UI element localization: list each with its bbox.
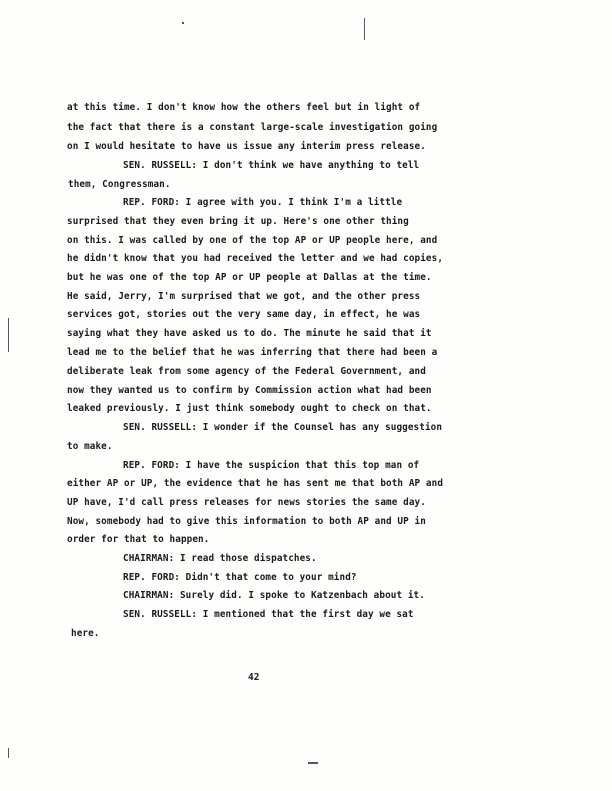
transcript-line-4: SEN. RUSSELL: I don't think we have anything to tell (123, 160, 420, 171)
page-number: 42 (248, 672, 260, 683)
transcript-line-9: he didn't know that you had received the letter and we had copies, (67, 253, 444, 264)
scan-mark-bottom-left (8, 748, 9, 758)
transcript-line-28: SEN. RUSSELL: I mentioned that the first day we sat (123, 609, 414, 620)
scan-mark-bottom-center (308, 762, 318, 764)
transcript-line-19: to make. (67, 441, 113, 452)
transcript-line-18: SEN. RUSSELL: I wonder if the Counsel has any suggestion (123, 422, 443, 433)
transcript-line-15: deliberate leak from some agency of the Federal Government, and (67, 366, 426, 377)
transcript-line-27: CHAIRMAN: Surely did. I spoke to Katzenbach about it. (123, 590, 425, 601)
transcript-line-12: services got, stories out the very same day, in effect, he was (67, 309, 421, 320)
transcript-line-17: leaked previously. I just think somebody ought to check on that. (67, 403, 432, 414)
transcript-line-16: now they wanted us to confirm by Commission action what had been (67, 385, 432, 396)
transcript-line-1: at this time. I don't know how the others feel but in light of (67, 102, 421, 113)
transcript-line-3: on I would hesitate to have us issue any interim press release. (67, 141, 426, 152)
transcript-line-26: REP. FORD: Didn't that come to your mind? (123, 572, 357, 583)
transcript-line-2: the fact that there is a constant large-scale investigation going (67, 122, 438, 133)
transcript-line-22: UP have, I'd call press releases for news stories the same day. (67, 497, 426, 508)
scan-mark-top-right (364, 18, 365, 40)
transcript-line-23: Now, somebody had to give this information to both AP and UP in (67, 516, 426, 527)
transcript-line-14: lead me to the belief that he was inferring that there had been a (67, 347, 438, 358)
transcript-line-7: surprised that they even bring it up. Here's one other thing (67, 216, 409, 227)
transcript-line-8: on this. I was called by one of the top AP or UP people here, and (67, 235, 438, 246)
transcript-line-20: REP. FORD: I have the suspicion that this top man of (123, 460, 420, 471)
scan-mark-left-edge (8, 318, 9, 352)
transcript-line-24: order for that to happen. (67, 534, 210, 545)
transcript-line-5: them, Congressman. (68, 179, 171, 190)
transcript-line-21: either AP or UP, the evidence that he has sent me that both AP and (67, 478, 444, 489)
transcript-line-6: REP. FORD: I agree with you. I think I'm a little (123, 197, 403, 208)
transcript-line-29: here. (71, 628, 100, 639)
transcript-line-10: but he was one of the top AP or UP people at Dallas at the time. (67, 272, 432, 283)
transcript-line-13: saying what they have asked us to do. The minute he said that it (67, 328, 432, 339)
transcript-line-11: He said, Jerry, I'm surprised that we got, and the other press (67, 291, 421, 302)
transcript-line-25: CHAIRMAN: I read those dispatches. (123, 553, 317, 564)
scan-mark-top-dot (182, 22, 184, 24)
